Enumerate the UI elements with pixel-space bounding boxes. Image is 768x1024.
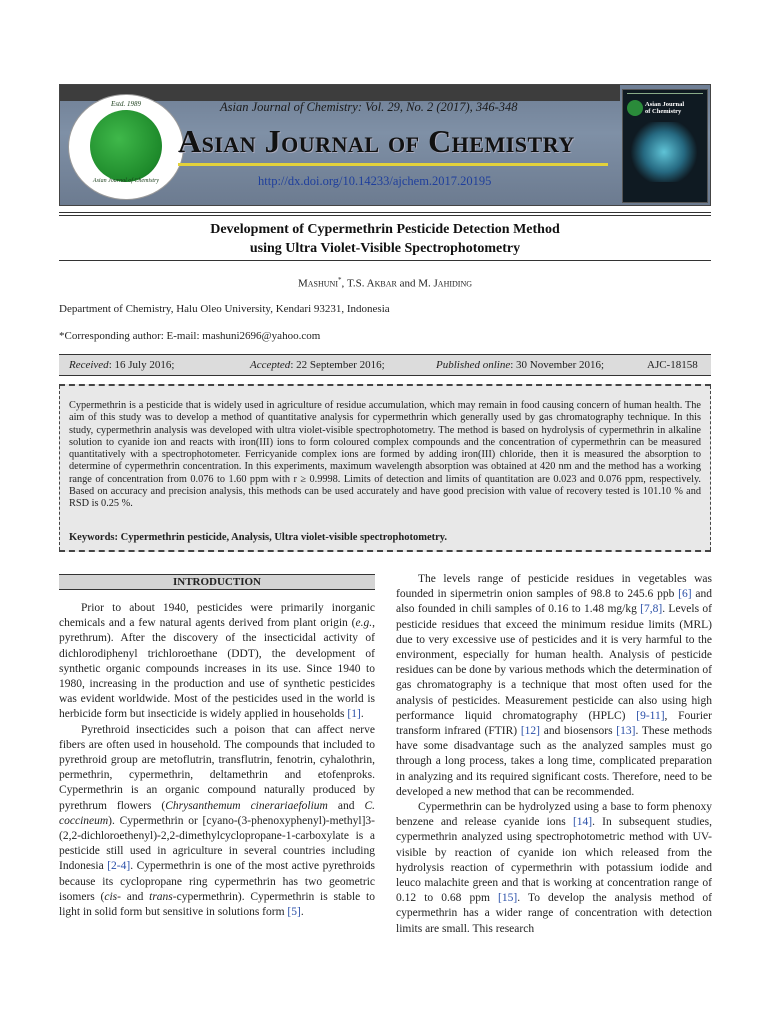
citation-link[interactable]: [6] bbox=[678, 588, 692, 601]
accepted-date: Accepted: 22 September 2016; bbox=[250, 359, 385, 371]
logo-estd: Estd. 1989 bbox=[111, 100, 141, 108]
abstract-text: Cypermethrin is a pesticide that is widely used in agriculture of residue accumulation, which may remain in food causing concern of human health. The aim of this study was to develop a method of quantitative analysis for cypermethrin which generally used by gas chromatography technique. In this study, cypermethrin analysis was developed with ultra violet-visible spectrophotometry. The method is based on hydrolysis of cypermethrin in alkaline solution to cyanide ion and reacts with iron(III) ions to form coloured complex compounds and the concentration of cypermethrin can be measured quantitatively with a spectrophotometer. Ferricyanide complex ions are formed by adding iron(III) chloride, then it is measured the absorption to determine of cypermethrin concentration. In this experiments, maximum wavelength absorption was obtained at 420 nm and the method has a working range of concentration from 0.076 to 1.60 ppm with r ≥ 0.9998. Limits of detection and limits of quantitation are 0.023 and 0.076 ppm, respectively. Based on accuracy and precision analysis, this methods can be used accurately and have good precision with value of recovery tested is 101.10 % and RSD is 0.25 %. bbox=[69, 400, 701, 510]
journal-title: Asian Journal of Chemistry bbox=[178, 123, 575, 159]
citation-link[interactable]: [1] bbox=[347, 708, 361, 721]
section-heading-introduction: INTRODUCTION bbox=[59, 574, 375, 590]
author-list: Mashuni*, T.S. Akbar and M. Jahiding bbox=[297, 276, 473, 290]
title-rule-bottom bbox=[59, 260, 711, 261]
title-rule-top bbox=[59, 212, 711, 213]
paragraph: Pyrethroid insecticides such a poison that can affect nerve fibers are often used in household. The compounds that included to pyrethroid group are metoflutrin, transflutrin, fenotrin, cyhalothrin, permethrin, cypermethrin, deltamethrin and etofenproks. Cypermethrin is an organic compound naturally produced by pyrethrum flowers (Chrysanthemum cinerariaefolium and C. coccineum). Cypermethrin or [cyano-(3-phenoxyphenyl)-methyl]3-(2,2-dichloroethenyl)-2,2-dimethylcyclopropane-1-carboxylate is a pesticide still used in agriculture in several countries including Indonesia [2-4]. Cypermethrin is one of the most active pyrethroids because its cyclopropane ring cypermethrin has two geometric isomers (cis- and trans-cypermethrin). Cypermethrin is stable to light in solid form but sensitive in solutions form [5]. bbox=[59, 723, 375, 919]
journal-cover-thumbnail bbox=[622, 89, 708, 203]
journal-citation: Asian Journal of Chemistry: Vol. 29, No. 2 (2017), 346-348 bbox=[220, 100, 518, 114]
publication-dates bbox=[59, 354, 711, 376]
paragraph: Prior to about 1940, pesticides were primarily inorganic chemicals and a few natural agents derived from plant origin (e.g., pyrethrum). After the discovery of the insecticidal activity of dichlorodiphenyl trichloroethane (DDT), the development of synthetic organic compounds increases in its use. Since 1940 to 1980, increasing in the production and use of synthetic pesticides was evident worldwide. Most of the pesticides used in the world is herbicide form but insecticide is widely applied in households [1]. bbox=[59, 602, 375, 721]
body-column-left bbox=[59, 574, 375, 920]
article-code: AJC-18158 bbox=[647, 359, 698, 371]
cover-logo-icon bbox=[627, 100, 643, 116]
abstract-box bbox=[59, 384, 711, 552]
journal-banner bbox=[59, 84, 711, 206]
received-date: Received: 16 July 2016; bbox=[69, 359, 175, 371]
citation-link[interactable]: [13] bbox=[616, 725, 636, 738]
citation-link[interactable]: [7,8] bbox=[640, 603, 663, 616]
article-title: Development of Cypermethrin Pesticide Detection Method using Ultra Violet-Visible Spectrophotometry bbox=[210, 222, 560, 256]
affiliation: Department of Chemistry, Halu Oleo University, Kendari 93231, Indonesia bbox=[59, 303, 390, 315]
globe-icon bbox=[90, 110, 162, 182]
paragraph: The levels range of pesticide residues in vegetables was founded in sipermetrin onion samples of 98.8 to 245.6 ppb [6] and also founded in chili samples of 0.16 to 1.48 mg/kg [7,8]. Levels of pesticide residues that exceed the minimum residue limits (MRL) due to very excessive use of pesticides and it is very harmful to the environment, especially for human health. Analysis of pesticide residues can be done by various methods which the determination of gas chromatography is a technique that most often used for the analysis of pesticides. Measurement pesticide can also using high performance liquid chromatography (HPLC) [9-11], Fourier transform infrared (FTIR) [12] and biosensors [13]. These methods have some disadvantage such as the analyzed samples must go through a long process, takes a long time, complicated preparation in analyzing and its required significant costs. Therefore, need to be developed a new method that can be recommended. bbox=[396, 573, 712, 798]
banner-divider bbox=[178, 163, 608, 166]
keywords: Keywords: Cypermethrin pesticide, Analysis, Ultra violet-visible spectrophotometry. bbox=[69, 532, 448, 543]
citation-link[interactable]: [14] bbox=[572, 816, 593, 829]
molecule-image bbox=[631, 122, 697, 182]
citation-link[interactable]: [12] bbox=[520, 725, 540, 738]
citation-link[interactable]: [2-4] bbox=[107, 860, 131, 873]
journal-logo bbox=[69, 95, 183, 199]
citation-link[interactable]: [15] bbox=[498, 892, 518, 905]
logo-text: Asian Journal of Chemistry bbox=[92, 178, 160, 184]
corresponding-author: *Corresponding author: E-mail: mashuni2696@yahoo.com bbox=[59, 330, 321, 342]
citation-link[interactable]: [5] bbox=[287, 906, 301, 919]
doi-link[interactable]: http://dx.doi.org/10.14233/ajchem.2017.20195 bbox=[258, 174, 492, 188]
paragraph: Cypermethrin can be hydrolyzed using a base to form phenoxy benzene and release cyanide ions [14]. In subsequent studies, cypermethrin analyzed using spectrophotometric method with UV-visible by reaction of cyanide ion which released from the hydrolysis reaction of cypermethrin with potassium iodide and leuco malachite green and that is working at concentration range of 0.12 to 0.68 ppm [15]. To develop the analysis method of cypermethrin has a wider range of concentration with detection limits are small. This research bbox=[396, 801, 712, 935]
body-column-right bbox=[396, 572, 712, 937]
cover-title: Asian Journal of Chemistry bbox=[645, 101, 685, 115]
published-date: Published online: 30 November 2016; bbox=[436, 359, 605, 371]
citation-link[interactable]: [9-11] bbox=[636, 709, 665, 722]
